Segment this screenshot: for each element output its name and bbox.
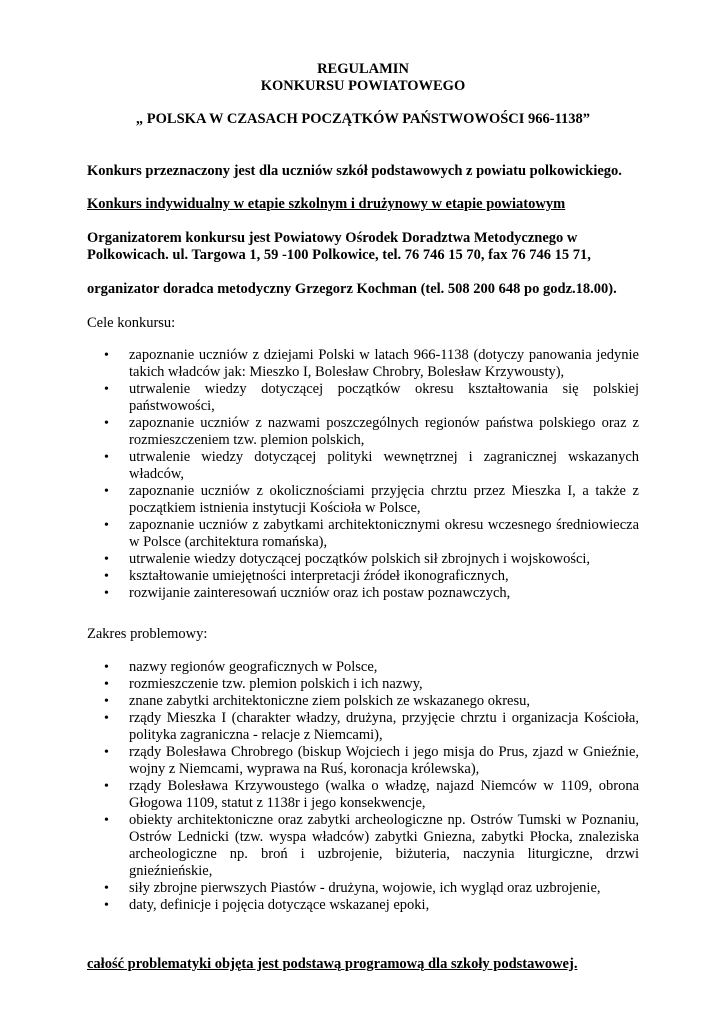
bullet-icon: • [104,898,109,913]
goal-item: • rozwijanie zainteresowań uczniów oraz ich postaw poznawczych, [104,585,511,601]
bullet-icon: • [104,569,109,584]
target-audience: Konkurs przeznaczony jest dla uczniów szkół podstawowych z powiatu polkowickiego. [87,163,622,179]
goal-item: • utrwalenie wiedzy dotyczącej polityki wewnętrznej i zagranicznej wskazanych władców, [104,449,639,482]
scope-item: • rządy Bolesława Krzywoustego (walka o władzę, najazd Niemców w 1109, obrona Głogowa 1109, statut z 1138r i jego konsekwencje, [104,778,639,811]
scope-item: • siły zbrojne pierwszych Piastów - drużyna, wojowie, ich wygląd oraz uzbrojenie, [104,880,601,896]
scope-heading: Zakres problemowy: [87,626,208,642]
bullet-icon: • [104,382,109,397]
scope-item: • rozmieszczenie tzw. plemion polskich i ich nazwy, [104,676,423,692]
scope-list [87,659,639,914]
bullet-icon: • [104,348,109,363]
bullet-icon: • [104,518,109,533]
bullet-icon: • [104,813,109,828]
goal-item: • zapoznanie uczniów z okolicznościami przyjęcia chrztu przez Mieszka I, a także z początkiem istnienia instytucji Kościoła w Polsce, [104,483,639,516]
curriculum-note: całość problematyki objęta jest podstawą programową dla szkoły podstawowej. [87,956,578,972]
contest-format: Konkurs indywidualny w etapie szkolnym i drużynowy w etapie powiatowym [87,196,566,212]
bullet-icon: • [104,745,109,760]
goal-item: • zapoznanie uczniów z dziejami Polski w latach 966-1138 (dotyczy panowania jedynie takich władców jak: Mieszko I, Bolesław Chrobry, Bolesław Krzywousty), [104,347,639,380]
bullet-icon: • [104,416,109,431]
document-subtitle: KONKURSU POWIATOWEGO [260,78,466,94]
bullet-icon: • [104,484,109,499]
goal-item: • kształtowanie umiejętności interpretacji źródeł ikonograficznych, [104,568,509,584]
organizer-line-1: Organizatorem konkursu jest Powiatowy Ośrodek Doradztwa Metodycznego w [87,230,578,246]
bullet-icon: • [104,450,109,465]
scope-item: • rządy Bolesława Chrobrego (biskup Wojciech i jego misja do Prus, zjazd w Gnieźnie, wojny z Niemcami, wyprawa na Ruś, koronacja królewska), [104,744,639,777]
bullet-icon: • [104,779,109,794]
goal-item: • zapoznanie uczniów z zabytkami architektonicznymi okresu wczesnego średniowiecza w Polsce (architektura romańska), [104,517,639,550]
bullet-icon: • [104,586,109,601]
scope-item: • rządy Mieszka I (charakter władzy, drużyna, przyjęcie chrztu i organizacja Kościoła, polityka zagraniczna - relacje z Niemcami), [104,710,639,743]
bullet-icon: • [104,552,109,567]
contest-name: „ POLSKA W CZASACH POCZĄTKÓW PAŃSTWOWOŚCI 966-1138” [135,111,591,127]
goal-item: • utrwalenie wiedzy dotyczącej początków polskich sił zbrojnych i wojskowości, [104,551,591,567]
document-title: REGULAMIN [317,61,409,77]
bullet-icon: • [104,694,109,709]
goal-item: • zapoznanie uczniów z nazwami poszczególnych regionów państwa polskiego oraz z rozmieszczeniem tzw. plemion polskich, [104,415,639,448]
goals-list [87,347,639,602]
scope-item: • obiekty architektoniczne oraz zabytki archeologiczne np. Ostrów Tumski w Poznaniu, Ostrów Lednicki (tzw. wyspa władców) zabytki Gniezna, zabytki Płocka, znaleziska archeologiczne np. broń i uzbrojenie, biżuteria, naczynia liturgiczne, drzwi gnieźnieńskie, [104,812,639,879]
scope-item: • daty, definicje i pojęcia dotyczące wskazanej epoki, [104,897,430,913]
bullet-icon: • [104,677,109,692]
goal-item: • utrwalenie wiedzy dotyczącej początków okresu kształtowania się polskiej państwowości, [104,381,639,414]
organizer-line-2: Polkowicach. ul. Targowa 1, 59 -100 Polkowice, tel. 76 746 15 70, fax 76 746 15 71, [87,247,591,263]
scope-item: • znane zabytki architektoniczne ziem polskich ze wskazanego okresu, [104,693,530,709]
goals-heading: Cele konkursu: [87,315,176,331]
coordinator-info: organizator doradca metodyczny Grzegorz Kochman (tel. 508 200 648 po godz.18.00). [87,281,617,297]
bullet-icon: • [104,660,109,675]
bullet-icon: • [104,881,109,896]
bullet-icon: • [104,711,109,726]
scope-item: • nazwy regionów geograficznych w Polsce, [104,659,378,675]
